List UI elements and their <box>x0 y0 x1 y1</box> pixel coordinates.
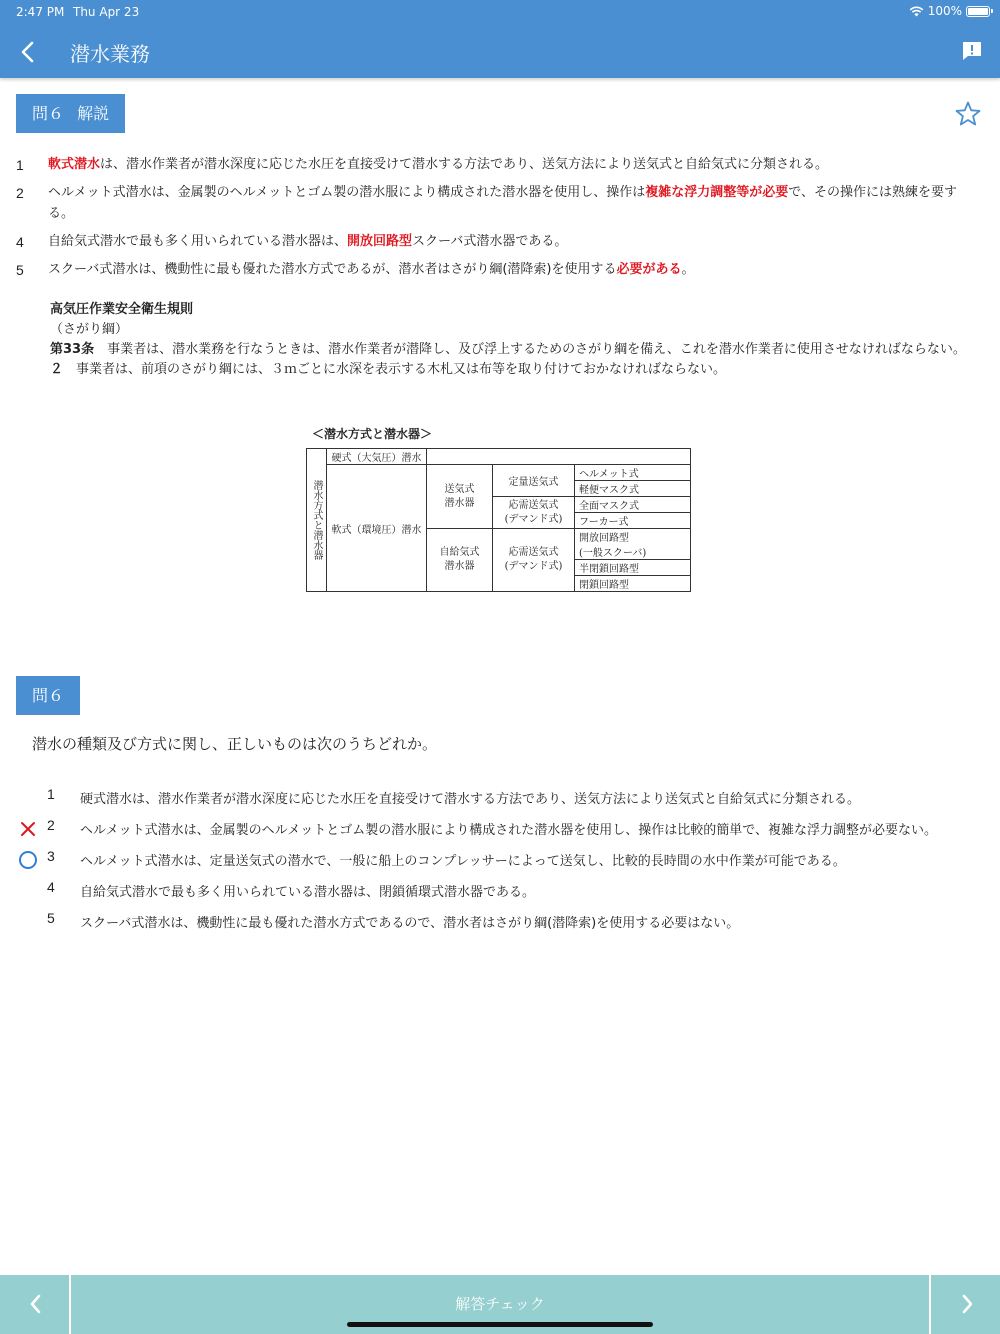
choice-text: 自給気式潜水で最も多く用いられている潜水器は、閉鎖循環式潜水器である。 <box>80 885 536 900</box>
explanation-item <box>0 259 1000 280</box>
choice-item[interactable] <box>0 846 1000 877</box>
status-time: 2:47 PM <box>16 5 65 19</box>
law-title: 高気圧作業安全衛生規則 <box>50 302 194 317</box>
page-title: 潜水業務 <box>70 42 150 66</box>
explanation-item <box>0 154 1000 175</box>
explanation-item <box>0 231 1000 252</box>
explanation-list <box>0 154 1000 287</box>
diagram-side-label: 潜水方式と潜水器 <box>307 449 327 592</box>
explanation-text: ヘルメット式潜水は、金属製のヘルメットとゴム製の潜水服により構成された潜水器を使用し、操作は <box>48 185 646 200</box>
diagram-self-contained: 自給気式 潜水器 <box>427 529 493 592</box>
explanation-text: 。 <box>681 262 695 277</box>
law-paragraph-text: 事業者は、前項のさがり綱には、３ｍごとに水深を表示する木札又は布等を取り付けておかなければならない。 <box>63 362 727 377</box>
law-article-text: 事業者は、潜水業務を行なうときは、潜水作業者が潜降し、及び浮上するためのさがり綱を備え、これを潜水作業者に使用させなければならない。 <box>94 342 966 357</box>
choice-item[interactable] <box>0 877 1000 908</box>
law-paragraph <box>50 360 990 380</box>
question-text: 潜水の種類及び方式に関し、正しいものは次のうちどれか。 <box>32 735 438 753</box>
explanation-item <box>0 182 1000 224</box>
explanation-text: スクーバ式潜水は、機動性に最も優れた潜水方式であるが、潜水者はさがり綱(潜降索)を使用する <box>48 262 617 277</box>
highlighted-text: 開放回路型 <box>347 234 413 249</box>
diagram-closed: 閉鎖回路型 <box>575 576 691 592</box>
question-tag: 問６ <box>16 676 80 715</box>
explanation-text: スクーバ式潜水器である。 <box>412 234 568 249</box>
choice-number: 3 <box>47 848 55 864</box>
chevron-left-icon <box>24 1291 48 1317</box>
choice-item[interactable] <box>0 908 1000 939</box>
diagram-hard-diving: 硬式（大気圧）潜水 <box>327 449 427 465</box>
back-arrow-icon[interactable] <box>14 38 42 66</box>
home-indicator <box>347 1322 653 1327</box>
status-right <box>909 4 990 18</box>
status-date: Thu Apr 23 <box>73 5 140 19</box>
diagram-light-mask: 軽便マスク式 <box>575 481 691 497</box>
explanation-text: で、その操作には熟練を要する。 <box>48 185 957 221</box>
wifi-icon <box>909 5 924 17</box>
explanation-item-number: 1 <box>16 157 24 173</box>
explanation-text: は、潜水作業者が潜水深度に応じた水圧を直接受けて潜水する方法であり、送気方法により送気式と自給気式に分類される。 <box>100 157 829 172</box>
battery-percent: 100% <box>927 4 962 18</box>
explanation-tag: 問６ 解説 <box>16 94 125 133</box>
choice-text: 硬式潜水は、潜水作業者が潜水深度に応じた水圧を直接受けて潜水する方法であり、送気方法により送気式と自給気式に分類される。 <box>80 792 861 807</box>
wrong-mark-icon <box>18 818 38 838</box>
law-subtitle: （さがり綱） <box>50 322 129 337</box>
answer-check-button[interactable]: 解答チェック <box>455 1295 545 1313</box>
explanation-text: 自給気式潜水で最も多く用いられている潜水器は、 <box>48 234 348 249</box>
choice-text: ヘルメット式潜水は、定量送気式の潜水で、一般に船上のコンプレッサーによって送気し、比較的長時間の水中作業が可能である。 <box>80 854 846 869</box>
diagram-supply-type: 送気式 潜水器 <box>427 465 493 529</box>
choice-list <box>0 784 1000 939</box>
diagram-demand-supply-2: 応需送気式 (デマンド式) <box>493 529 575 592</box>
diagram-open-circuit-note: (一般スクーバ) <box>575 544 691 560</box>
report-feedback-icon[interactable] <box>960 39 984 63</box>
navigation-bar <box>0 24 1000 78</box>
choice-item[interactable] <box>0 815 1000 846</box>
diagram-demand-supply-1: 応需送気式 (デマンド式) <box>493 497 575 529</box>
diagram-full-mask: 全面マスク式 <box>575 497 691 513</box>
choice-text: ヘルメット式潜水は、金属製のヘルメットとゴム製の潜水服により構成された潜水器を使用し、操作は比較的簡単で、複雑な浮力調整が必要ない。 <box>80 823 937 838</box>
highlighted-text: 必要がある <box>616 262 682 277</box>
explanation-item-number: 5 <box>16 262 24 278</box>
chevron-right-icon <box>955 1291 979 1317</box>
next-button[interactable] <box>929 1275 1000 1334</box>
diagram-title: ＜潜水方式と潜水器＞ <box>312 427 433 441</box>
explanation-item-number: 4 <box>16 234 24 250</box>
status-bar <box>0 0 1000 24</box>
choice-number: 5 <box>47 910 55 926</box>
previous-button[interactable] <box>0 1275 71 1334</box>
choice-text: スクーバ式潜水は、機動性に最も優れた潜水方式であるので、潜水者はさがり綱(潜降索)を使用する必要はない。 <box>80 916 740 931</box>
diagram-hard-empty <box>427 449 691 465</box>
diving-method-diagram <box>306 448 691 592</box>
diagram-helmet: ヘルメット式 <box>575 465 691 481</box>
law-article <box>50 340 990 360</box>
diagram-soft-diving: 軟式（環境圧）潜水 <box>327 465 427 592</box>
diagram-constant-supply: 定量送気式 <box>493 465 575 497</box>
law-article-number: 第33条 <box>50 342 95 357</box>
choice-number: 1 <box>47 786 55 802</box>
diagram-open-circuit: 開放回路型 <box>575 529 691 545</box>
explanation-item-number: 2 <box>16 185 24 201</box>
choice-item[interactable] <box>0 784 1000 815</box>
law-excerpt <box>50 300 990 380</box>
highlighted-text: 複雑な浮力調整等が必要 <box>645 185 789 200</box>
favorite-star-icon[interactable] <box>954 100 982 128</box>
law-paragraph-number: ２ <box>50 362 64 377</box>
diagram-hooker: フーカー式 <box>575 513 691 529</box>
battery-icon <box>966 6 990 17</box>
correct-mark-icon <box>18 849 38 869</box>
diagram-semi-closed: 半閉鎖回路型 <box>575 560 691 576</box>
choice-number: 2 <box>47 817 55 833</box>
highlighted-text: 軟式潜水 <box>48 157 101 172</box>
choice-number: 4 <box>47 879 55 895</box>
